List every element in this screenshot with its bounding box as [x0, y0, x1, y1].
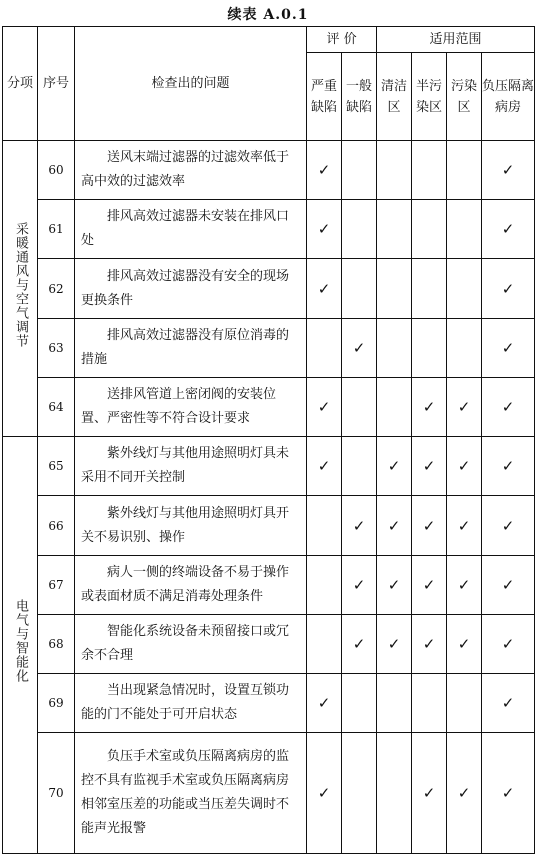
mark-negative-pressure-ward [482, 496, 535, 555]
mark-clean-zone [377, 318, 412, 377]
check-icon: ✓ [317, 457, 331, 476]
header-group-scope: 适用范围 [377, 27, 535, 53]
check-icon: ✓ [501, 784, 515, 803]
issue-cell [75, 259, 307, 318]
mark-general-defect [342, 141, 377, 200]
seq-cell: 68 [38, 614, 75, 673]
mark-general-defect [342, 614, 377, 673]
issue-text: 排风高效过滤器没有安全的现场更换条件 [81, 268, 290, 308]
category-label: 采暖通风与空气调节 [13, 221, 28, 348]
check-icon: ✓ [501, 161, 515, 180]
mark-severe-defect [307, 200, 342, 259]
mark-general-defect [342, 674, 377, 733]
mark-contaminated-zone [447, 733, 482, 854]
mark-severe-defect [307, 555, 342, 614]
table-row [3, 496, 535, 555]
table-row [3, 555, 535, 614]
mark-negative-pressure-ward [482, 614, 535, 673]
mark-clean-zone [377, 437, 412, 496]
issue-cell [75, 200, 307, 259]
seq-cell: 70 [38, 733, 75, 854]
issue-cell [75, 614, 307, 673]
table-row [3, 259, 535, 318]
issue-text: 紫外线灯与其他用途照明灯具未采用不同开关控制 [81, 446, 290, 486]
mark-clean-zone [377, 377, 412, 436]
issue-text: 送风末端过滤器的过滤效率低于高中效的过滤效率 [81, 150, 290, 190]
seq-cell: 69 [38, 674, 75, 733]
mark-semi-contaminated-zone [412, 200, 447, 259]
check-icon: ✓ [352, 634, 366, 653]
issue-cell [75, 377, 307, 436]
issue-text: 紫外线灯与其他用途照明灯具开关不易识别、操作 [81, 505, 290, 545]
check-icon: ✓ [422, 784, 436, 803]
issue-cell [75, 674, 307, 733]
issue-text: 病人一侧的终端设备不易于操作或表面材质不满足消毒处理条件 [81, 564, 290, 604]
mark-severe-defect [307, 318, 342, 377]
category-label: 电气与智能化 [13, 599, 28, 684]
category-cell [3, 437, 38, 854]
issue-text: 排风高效过滤器没有原位消毒的措施 [81, 327, 290, 367]
mark-severe-defect [307, 496, 342, 555]
check-icon: ✓ [501, 634, 515, 653]
check-icon: ✓ [501, 457, 515, 476]
check-icon: ✓ [387, 457, 401, 476]
header-category: 分项 [3, 27, 38, 141]
mark-semi-contaminated-zone [412, 259, 447, 318]
header-severe-defect: 严重缺陷 [307, 53, 342, 141]
mark-semi-contaminated-zone [412, 141, 447, 200]
header-semi-contaminated-zone: 半污染区 [412, 53, 447, 141]
header-seq: 序号 [38, 27, 75, 141]
mark-general-defect [342, 377, 377, 436]
mark-contaminated-zone [447, 141, 482, 200]
header-negative-pressure-ward: 负压隔离病房 [482, 53, 535, 141]
mark-severe-defect [307, 141, 342, 200]
check-icon: ✓ [501, 220, 515, 239]
check-icon: ✓ [501, 516, 515, 535]
check-icon: ✓ [317, 279, 331, 298]
table-caption: 续表 A.0.1 [227, 7, 309, 23]
mark-semi-contaminated-zone [412, 318, 447, 377]
table-row [3, 141, 535, 200]
mark-negative-pressure-ward [482, 674, 535, 733]
mark-general-defect [342, 555, 377, 614]
header-contaminated-zone: 污染区 [447, 53, 482, 141]
mark-negative-pressure-ward [482, 318, 535, 377]
check-icon: ✓ [457, 634, 471, 653]
check-icon: ✓ [317, 161, 331, 180]
table-row [3, 318, 535, 377]
seq-cell: 60 [38, 141, 75, 200]
check-icon: ✓ [317, 784, 331, 803]
mark-semi-contaminated-zone [412, 614, 447, 673]
check-icon: ✓ [317, 398, 331, 417]
table-row [3, 437, 535, 496]
mark-semi-contaminated-zone [412, 733, 447, 854]
table-row [3, 614, 535, 673]
inspection-table [2, 26, 535, 854]
issue-cell [75, 318, 307, 377]
mark-semi-contaminated-zone [412, 377, 447, 436]
mark-clean-zone [377, 674, 412, 733]
mark-severe-defect [307, 437, 342, 496]
seq-cell: 61 [38, 200, 75, 259]
mark-contaminated-zone [447, 259, 482, 318]
table-row [3, 200, 535, 259]
check-icon: ✓ [387, 516, 401, 535]
check-icon: ✓ [317, 220, 331, 239]
mark-clean-zone [377, 555, 412, 614]
check-icon: ✓ [457, 516, 471, 535]
check-icon: ✓ [317, 694, 331, 713]
mark-clean-zone [377, 733, 412, 854]
check-icon: ✓ [457, 398, 471, 417]
issue-cell [75, 555, 307, 614]
check-icon: ✓ [422, 398, 436, 417]
mark-contaminated-zone [447, 377, 482, 436]
check-icon: ✓ [422, 516, 436, 535]
seq-cell: 63 [38, 318, 75, 377]
check-icon: ✓ [501, 279, 515, 298]
issue-cell [75, 496, 307, 555]
mark-semi-contaminated-zone [412, 555, 447, 614]
table-row [3, 674, 535, 733]
mark-severe-defect [307, 259, 342, 318]
mark-semi-contaminated-zone [412, 496, 447, 555]
check-icon: ✓ [501, 575, 515, 594]
check-icon: ✓ [501, 338, 515, 357]
mark-severe-defect [307, 377, 342, 436]
mark-negative-pressure-ward [482, 733, 535, 854]
mark-clean-zone [377, 200, 412, 259]
header-group-eval: 评 价 [307, 27, 377, 53]
table-row [3, 377, 535, 436]
mark-semi-contaminated-zone [412, 437, 447, 496]
mark-contaminated-zone [447, 555, 482, 614]
mark-general-defect [342, 318, 377, 377]
header-clean-zone: 清洁区 [377, 53, 412, 141]
issue-cell [75, 733, 307, 854]
issue-cell [75, 437, 307, 496]
check-icon: ✓ [352, 516, 366, 535]
issue-text: 当出现紧急情况时，设置互锁功能的门不能处于可开启状态 [81, 683, 290, 723]
mark-clean-zone [377, 259, 412, 318]
check-icon: ✓ [457, 457, 471, 476]
mark-severe-defect [307, 674, 342, 733]
mark-contaminated-zone [447, 437, 482, 496]
mark-clean-zone [377, 614, 412, 673]
seq-cell: 62 [38, 259, 75, 318]
mark-semi-contaminated-zone [412, 674, 447, 733]
seq-cell: 65 [38, 437, 75, 496]
header-issue: 检查出的问题 [75, 27, 307, 141]
mark-contaminated-zone [447, 496, 482, 555]
issue-text: 送排风管道上密闭阀的安装位置、严密性等不符合设计要求 [81, 387, 277, 427]
seq-cell: 67 [38, 555, 75, 614]
mark-negative-pressure-ward [482, 141, 535, 200]
mark-general-defect [342, 733, 377, 854]
issue-text: 排风高效过滤器未安装在排风口处 [81, 209, 290, 249]
mark-clean-zone [377, 496, 412, 555]
issue-text: 智能化系统设备未预留接口或冗余不合理 [81, 623, 290, 663]
mark-clean-zone [377, 141, 412, 200]
mark-negative-pressure-ward [482, 259, 535, 318]
seq-cell: 64 [38, 377, 75, 436]
check-icon: ✓ [501, 398, 515, 417]
check-icon: ✓ [457, 575, 471, 594]
check-icon: ✓ [422, 457, 436, 476]
mark-contaminated-zone [447, 200, 482, 259]
mark-contaminated-zone [447, 614, 482, 673]
check-icon: ✓ [422, 575, 436, 594]
mark-severe-defect [307, 614, 342, 673]
check-icon: ✓ [422, 634, 436, 653]
check-icon: ✓ [457, 784, 471, 803]
mark-severe-defect [307, 733, 342, 854]
mark-general-defect [342, 437, 377, 496]
issue-cell [75, 141, 307, 200]
mark-general-defect [342, 259, 377, 318]
mark-general-defect [342, 496, 377, 555]
check-icon: ✓ [501, 694, 515, 713]
issue-text: 负压手术室或负压隔离病房的监控不具有监视手术室或负压隔离病房相邻室压差的功能或当压差失调时不能声光报警 [81, 749, 290, 837]
mark-contaminated-zone [447, 674, 482, 733]
check-icon: ✓ [387, 634, 401, 653]
header-general-defect: 一般缺陷 [342, 53, 377, 141]
category-cell [3, 141, 38, 437]
check-icon: ✓ [352, 575, 366, 594]
mark-negative-pressure-ward [482, 555, 535, 614]
seq-cell: 66 [38, 496, 75, 555]
mark-general-defect [342, 200, 377, 259]
check-icon: ✓ [352, 338, 366, 357]
mark-contaminated-zone [447, 318, 482, 377]
mark-negative-pressure-ward [482, 437, 535, 496]
table-row [3, 733, 535, 854]
mark-negative-pressure-ward [482, 200, 535, 259]
check-icon: ✓ [387, 575, 401, 594]
mark-negative-pressure-ward [482, 377, 535, 436]
